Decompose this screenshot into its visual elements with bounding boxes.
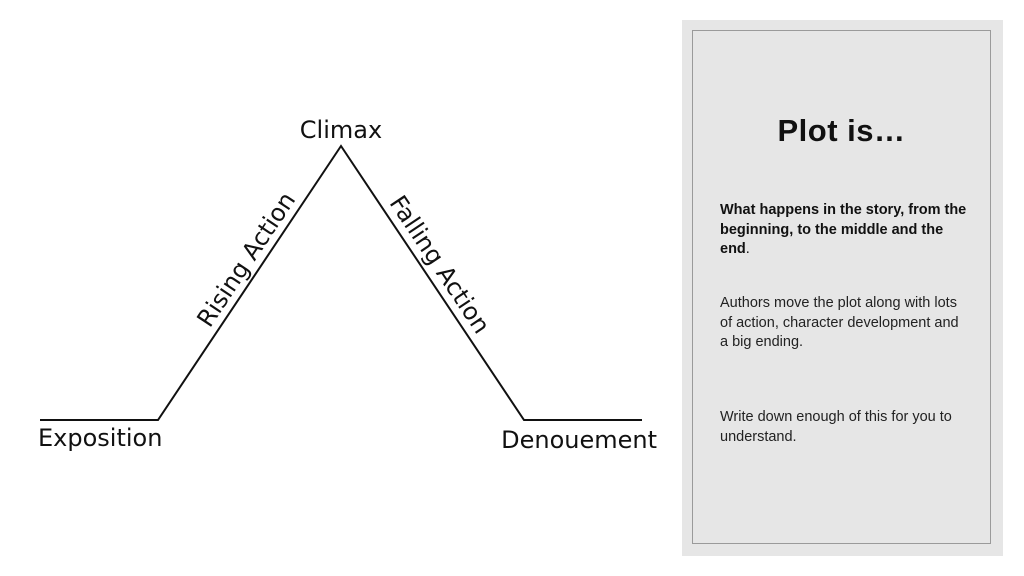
denouement-label: Denouement: [501, 426, 657, 454]
panel-title: Plot is…: [777, 113, 906, 148]
exposition-label: Exposition: [38, 424, 163, 452]
climax-label: Climax: [299, 116, 383, 144]
plot-line: [40, 146, 642, 420]
instruction-paragraph: Write down enough of this for you to understand.: [720, 409, 952, 445]
definition-panel-border: [692, 30, 991, 544]
rising-action-label: Rising Action: [191, 186, 302, 333]
authors-paragraph: Authors move the plot along with lots of action, character development and a big ending.: [720, 295, 959, 350]
definition-paragraph: [720, 201, 970, 260]
definition-panel: [682, 20, 1003, 556]
definition-bold-text: What happens in the story, from the beginning, to the middle and the end: [720, 202, 967, 257]
falling-action-label: Falling Action: [383, 190, 496, 339]
definition-suffix: .: [745, 241, 750, 257]
